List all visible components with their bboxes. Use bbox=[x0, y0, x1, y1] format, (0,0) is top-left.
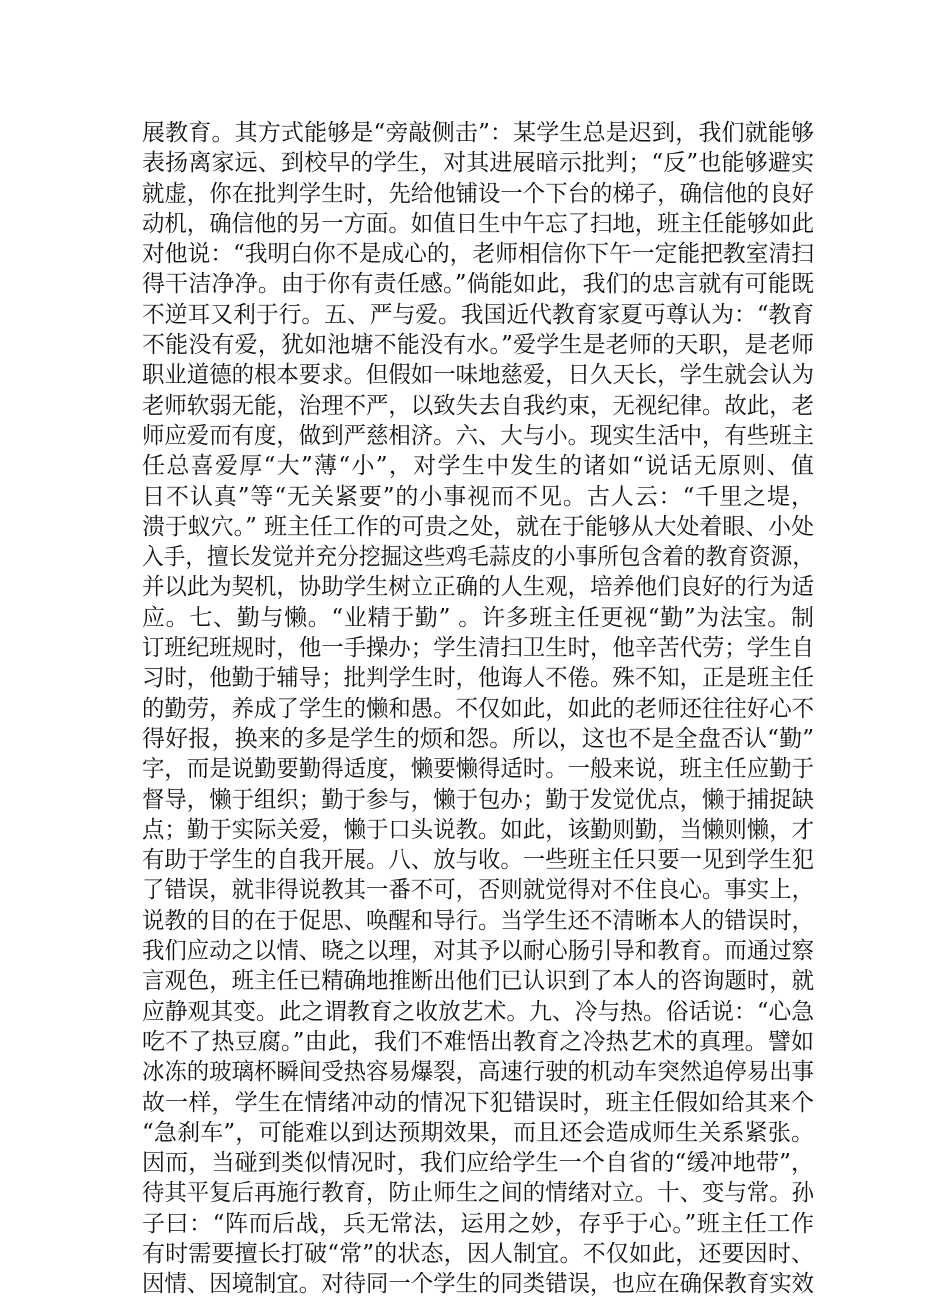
text-line: 因而，当碰到类似情况时，我们应给学生一个自省的“缓冲地带”， bbox=[142, 1150, 814, 1177]
text-line: 不逆耳又利于行。五、严与爱。我国近代教育家夏丏尊认为：“教育 bbox=[142, 301, 814, 328]
text-line: 得干洁净净。由于你有责任感。”倘能如此，我们的忠言就有可能既 bbox=[142, 271, 814, 298]
text-line: 故一样，学生在情绪冲动的情况下犯错误时，班主任假如给其来个 bbox=[142, 1089, 814, 1116]
text-line: 职业道德的根本要求。但假如一味地慈爱，日久天长，学生就会认为 bbox=[142, 362, 814, 389]
text-line: 习时，他勤于辅导；批判学生时，他诲人不倦。殊不知，正是班主任 bbox=[142, 665, 814, 692]
text-line: 动机，确信他的另一方面。如值日生中午忘了扫地，班主任能够如此 bbox=[142, 210, 814, 237]
text-line: 不能没有爱，犹如池塘不能没有水。”爱学生是老师的天职，是老师 bbox=[142, 332, 814, 359]
text-line: 有助于学生的自我开展。八、放与收。一些班主任只要一见到学生犯 bbox=[142, 847, 814, 874]
text-line: 了错误，就非得说教其一番不可，否则就觉得对不住良心。事实上， bbox=[142, 877, 814, 904]
text-line: 展教育。其方式能够是“旁敲侧击”：某学生总是迟到，我们就能够 bbox=[142, 120, 814, 146]
text-line: 我们应动之以情、晓之以理，对其予以耐心肠引导和教育。而通过察 bbox=[142, 938, 814, 965]
text-line: 对他说：“我明白你不是成心的，老师相信你下午一定能把教室清扫 bbox=[142, 241, 814, 268]
text-line: 并以此为契机，协助学生树立正确的人生观，培养他们良好的行为适 bbox=[142, 574, 814, 601]
text-line: 溃于蚁穴。” 班主任工作的可贵之处，就在于能够从大处着眼、小处 bbox=[142, 513, 814, 540]
text-line: 日不认真”等“无关紧要”的小事视而不见。古人云：“千里之堤， bbox=[142, 483, 814, 510]
text-line: 的勤劳，养成了学生的懒和愚。不仅如此，如此的老师还往往好心不 bbox=[142, 695, 814, 722]
body-text bbox=[142, 118, 814, 1300]
text-line: 督导，懒于组织；勤于参与，懒于包办；勤于发觉优点，懒于捕捉缺 bbox=[142, 786, 814, 813]
text-line: 表扬离家远、到校早的学生，对其进展暗示批判；“反”也能够避实 bbox=[142, 150, 814, 177]
text-line: 子曰：“阵而后战，兵无常法，运用之妙，存乎于心。”班主任工作 bbox=[142, 1210, 814, 1237]
text-line: 字，而是说勤要勤得适度，懒要懒得适时。一般来说，班主任应勤于 bbox=[142, 756, 814, 783]
text-line: 应。七、勤与懒。“业精于勤” 。许多班主任更视“勤”为法宝。制 bbox=[142, 604, 814, 631]
text-line: 因情、因境制宜。对待同一个学生的同类错误，也应在确保教育实效 bbox=[142, 1271, 814, 1298]
text-line: 订班纪班规时，他一手操办；学生清扫卫生时，他辛苦代劳；学生自 bbox=[142, 635, 814, 662]
text-line: 言观色，班主任已精确地推断出他们已认识到了本人的咨询题时，就 bbox=[142, 968, 814, 995]
text-line: 吃不了热豆腐。”由此，我们不难悟出教育之冷热艺术的真理。譬如 bbox=[142, 1028, 814, 1055]
text-line: 说教的目的在于促思、唤醒和导行。当学生还不清晰本人的错误时， bbox=[142, 907, 814, 934]
text-line: 就虚，你在批判学生时，先给他铺设一个下台的梯子，确信他的良好 bbox=[142, 180, 814, 207]
text-line: 点；勤于实际关爱，懒于口头说教。如此，该勤则勤，当懒则懒，才 bbox=[142, 816, 814, 843]
text-line: 应静观其变。此之谓教育之收放艺术。九、冷与热。俗话说：“心急 bbox=[142, 998, 814, 1025]
text-line: 冰冻的玻璃杯瞬间受热容易爆裂，高速行驶的机动车突然追停易出事 bbox=[142, 1059, 814, 1086]
text-line: 待其平复后再施行教育，防止师生之间的情绪对立。十、变与常。孙 bbox=[142, 1180, 814, 1207]
text-line: 得好报，换来的多是学生的烦和怨。所以，这也不是全盘否认“勤” bbox=[142, 725, 814, 752]
text-line: 任总喜爱厚“大”薄“小”，对学生中发生的诸如“说话无原则、值 bbox=[142, 453, 814, 480]
text-line: 有时需要擅长打破“常”的状态，因人制宜。不仅如此，还要因时、 bbox=[142, 1240, 814, 1267]
text-line: 老师软弱无能，治理不严，以致失去自我约束，无视纪律。故此，老 bbox=[142, 392, 814, 419]
text-line: 师应爱而有度，做到严慈相济。六、大与小。现实生活中，有些班主 bbox=[142, 422, 814, 449]
text-line: 入手，擅长发觉并充分挖掘这些鸡毛蒜皮的小事所包含着的教育资源， bbox=[142, 544, 814, 571]
text-line: “急刹车”，可能难以到达预期效果，而且还会造成师生关系紧张。 bbox=[142, 1119, 814, 1146]
